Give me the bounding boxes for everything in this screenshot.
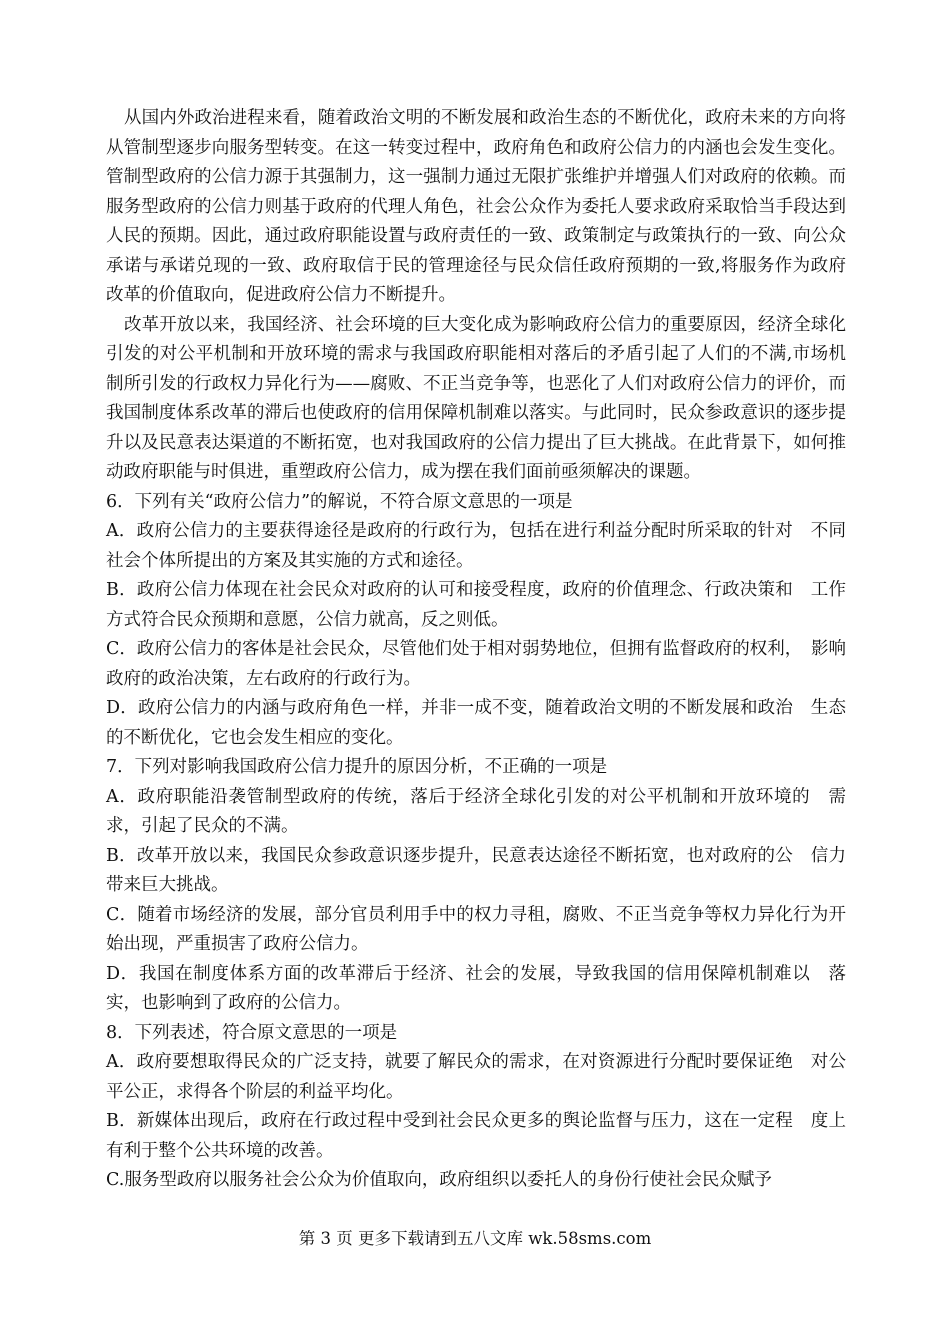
page-footer: 第 3 页 更多下载请到五八文库 wk.58sms.com [298, 1229, 652, 1248]
option-b: B．政府公信力体现在社会民众对政府的认可和接受程度，政府的价值理念、行政决策和 工作方式符合民众预期和意愿，公信力就高，反之则低。 [106, 580, 846, 630]
option-a: A．政府要想取得民众的广泛支持，就要了解民众的需求，在对资源进行分配时要保证绝 对公平公正，求得各个阶层的利益平均化。 [106, 1052, 846, 1102]
option-c: C．随着市场经济的发展，部分官员利用手中的权力寻租，腐败、不正当竞争等权力异化行为开始出现，严重损害了政府公信力。 [106, 904, 846, 954]
option-b: B．改革开放以来，我国民众参政意识逐步提升，民意表达途径不断拓宽，也对政府的公 信力带来巨大挑战。 [106, 845, 846, 895]
question-8 [106, 1019, 846, 1196]
option-b: B．新媒体出现后，政府在行政过程中受到社会民众更多的舆论监督与压力，这在一定程 度上有利于整个公共环境的改善。 [106, 1111, 846, 1161]
question-7 [106, 753, 846, 1019]
question-6 [106, 488, 846, 754]
passage-paragraph-1: 从国内外政治进程来看，随着政治文明的不断发展和政治生态的不断优化，政府未来的方向将从管制型逐步向服务型转变。在这一转变过程中，政府角色和政府公信力的内涵也会发生变化。管制型政府的公信力源于其强制力，这一强制力通过无限扩张维护并增强人们对政府的依赖。而服务型政府的公信力则基于政府的代理人角色，社会公众作为委托人要求政府采取恰当手段达到人民的预期。因此，通过政府职能设置与政府责任的一致、政策制定与政策执行的一致、向公众承诺与承诺兑现的一致、政府取信于民的管理途径与民众信任政府预期的一致,将服务作为政府改革的价值取向，促进政府公信力不断提升。 [106, 108, 846, 305]
document-body [106, 104, 846, 1196]
question-stem: 8．下列表述，符合原文意思的一项是 [106, 1022, 398, 1043]
passage-paragraph-2: 改革开放以来，我国经济、社会环境的巨大变化成为影响政府公信力的重要原因，经济全球化引发的对公平机制和开放环境的需求与我国政府职能相对落后的矛盾引起了人们的不满,市场机制所引发的行政权力异化行为——腐败、不正当竞争等，也恶化了人们对政府公信力的评价，而我国制度体系改革的滞后也使政府的信用保障机制难以落实。与此同时，民众参政意识的逐步提升以及民意表达渠道的不断拓宽，也对我国政府的公信力提出了巨大挑战。在此背景下，如何推动政府职能与时俱进，重塑政府公信力，成为摆在我们面前亟须解决的课题。 [106, 314, 846, 482]
option-d: D．我国在制度体系方面的改革滞后于经济、社会的发展，导致我国的信用保障机制难以 落实，也影响到了政府的公信力。 [106, 963, 846, 1013]
option-c: C．政府公信力的客体是社会民众，尽管他们处于相对弱势地位，但拥有监督政府的权利， 影响政府的政治决策，左右政府的行政行为。 [106, 639, 846, 689]
question-stem: 6．下列有关“政府公信力”的解说，不符合原文意思的一项是 [106, 491, 573, 512]
option-c: C.服务型政府以服务社会公众为价值取向，政府组织以委托人的身份行使社会民众赋予 [106, 1170, 772, 1190]
option-d: D．政府公信力的内涵与政府角色一样，并非一成不变，随着政治文明的不断发展和政治 生态的不断优化，它也会发生相应的变化。 [106, 698, 846, 748]
option-a: A．政府职能沿袭管制型政府的传统，落后于经济全球化引发的对公平机制和开放环境的 需求，引起了民众的不满。 [106, 786, 846, 836]
option-a: A．政府公信力的主要获得途径是政府的行政行为，包括在进行利益分配时所采取的针对 不同社会个体所提出的方案及其实施的方式和途径。 [106, 521, 846, 571]
question-stem: 7．下列对影响我国政府公信力提升的原因分析，不正确的一项是 [106, 757, 608, 777]
